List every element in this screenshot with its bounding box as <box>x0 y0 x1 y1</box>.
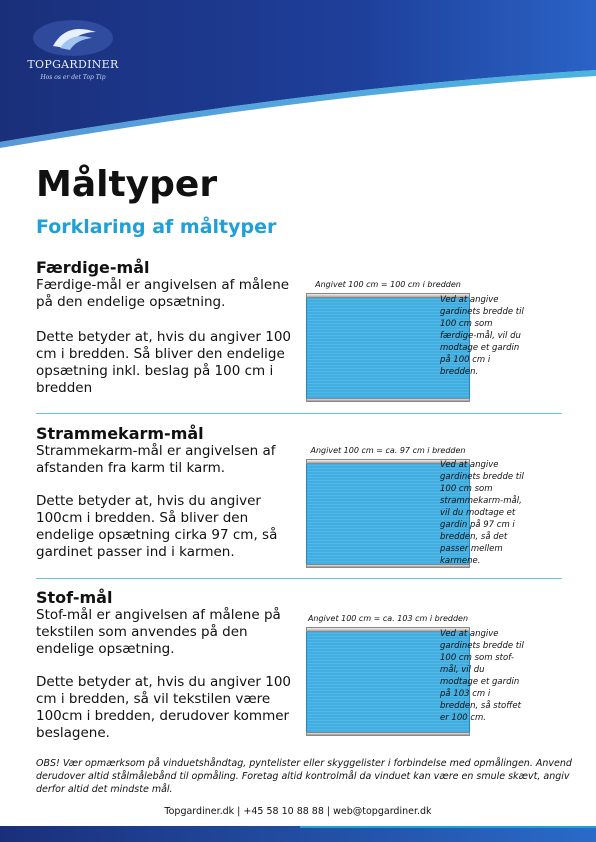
page-subtitle: Forklaring af måltyper <box>36 216 277 238</box>
figure-note: Ved at angive gardinets bredde til 100 cm som stof-mål, vil du modtage et gardin på 103 cm i bredden, så stoffet er 100 cm. <box>440 629 524 723</box>
figure-caption: Angivet 100 cm = ca. 103 cm i bredden <box>307 614 469 623</box>
logo-emblem-icon <box>18 18 128 58</box>
footer-band <box>0 822 596 842</box>
section-heading: Strammekarm-mål <box>36 424 204 443</box>
section-heading: Stof-mål <box>36 588 113 607</box>
header-banner <box>0 0 596 150</box>
page-title: Måltyper <box>36 164 218 205</box>
logo-brand-name: TOPGARDINER <box>27 58 119 71</box>
figure-note: Ved at angive gardinets bredde til 100 cm som færdige-mål, vil du modtage et gardin på 100 cm i bredden. <box>440 295 524 377</box>
figure-note: Ved at angive gardinets bredde til 100 cm som strammekarm-mål, vil du modtage et gardin på 97 cm i bredden, så det passer mellem karmene. <box>440 460 524 566</box>
section-divider <box>36 578 562 579</box>
section-explanation: Dette betyder at, hvis du angiver 100 cm i bredden. Så bliver den endelige opsætning inkl. beslag på 100 cm i bredden <box>36 329 291 396</box>
footer-contact: Topgardiner.dk | +45 58 10 88 88 | web@topgardiner.dk <box>164 806 432 817</box>
figure-caption: Angivet 100 cm = 100 cm i bredden <box>315 280 461 289</box>
section-intro: Færdige-mål er angivelsen af målene på den endelige opsætning. <box>36 277 290 310</box>
logo-tagline: Hos os er det Top Tip <box>40 74 106 81</box>
section-explanation: Dette betyder at, hvis du angiver 100 cm i bredden, så vil tekstilen være 100cm i bredden, derudover kommer beslagene. <box>36 674 291 741</box>
obs-note: OBS! Vær opmærksom på vinduetshåndtag, pyntelister eller skyggelister i forbindelse med opmålingen. Anvend derudover altid stålmålebånd til opmåling. Foretag altid kontrolmål da vinduet kan være en smule skævt, angiv derfor altid det mindste mål. <box>36 758 572 795</box>
curtain-bottom-rail <box>306 732 470 736</box>
logo <box>18 18 128 90</box>
figure-caption: Angivet 100 cm = ca. 97 cm i bredden <box>310 446 466 455</box>
section-intro: Strammekarm-mål er angivelsen af afstanden fra karm til karm. <box>36 443 276 476</box>
section-divider <box>36 413 562 414</box>
curtain-bottom-rail <box>306 398 470 402</box>
section-explanation: Dette betyder at, hvis du angiver 100cm i bredden. Så bliver den endelige opsætning cirka 97 cm, så gardinet passer ind i karmen. <box>36 493 278 560</box>
section-intro: Stof-mål er angivelsen af målene på tekstilen som anvendes på den endelige opsætning. <box>36 607 281 657</box>
section-heading: Færdige-mål <box>36 258 150 277</box>
